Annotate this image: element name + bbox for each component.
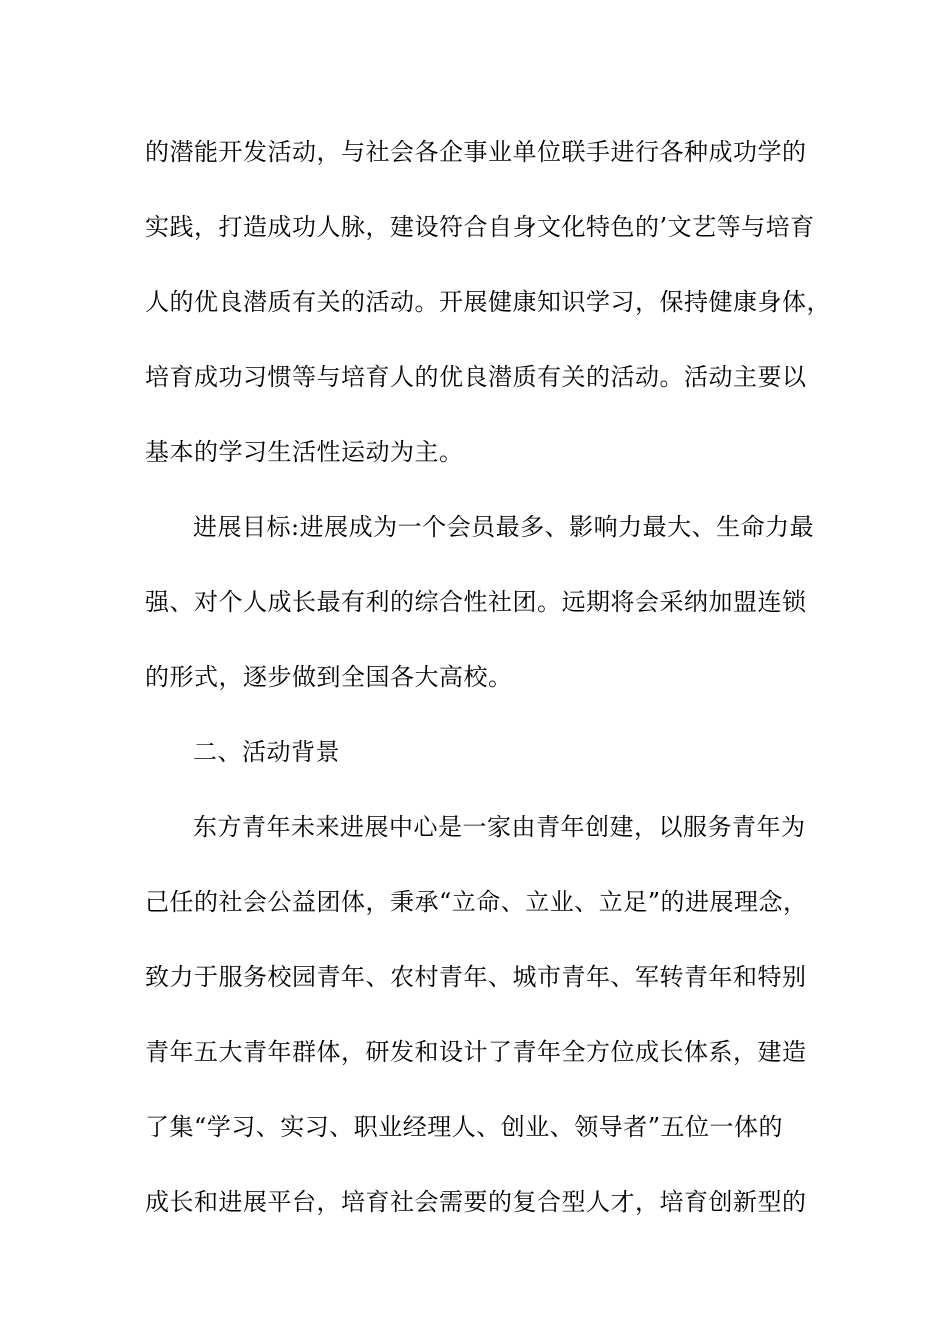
- text-line: 成长和进展平台，培育社会需要的复合型人才，培育创新型的: [145, 1188, 807, 1216]
- document-body: [145, 128, 831, 1253]
- text-line: 己任的社会公益团体，秉承“立命、立业、立足”的进展理念，: [145, 888, 808, 916]
- text-line: 致力于服务校园青年、农村青年、城市青年、军转青年和特别: [145, 963, 807, 991]
- text-line: 了集“学习、实习、职业经理人、创业、领导者”五位一体的: [145, 1113, 784, 1141]
- section-heading: 二、活动背景: [193, 738, 340, 766]
- text-line: 强、对个人成长最有利的综合性社团。远期将会采纳加盟连锁: [145, 588, 807, 616]
- paragraph-start-line: 进展目标:进展成为一个会员最多、影响力最大、生命力最: [193, 513, 815, 541]
- text-line: 基本的学习生活性运动为主。: [145, 438, 464, 466]
- text-line: 人的优良潜质有关的活动。开展健康知识学习，保持健康身体，: [145, 288, 831, 316]
- text-line: 的潜能开发活动，与社会各企事业单位联手进行各种成功学的: [145, 138, 807, 166]
- text-line: 青年五大青年群体，研发和设计了青年全方位成长体系，建造: [145, 1038, 807, 1066]
- text-line: 的形式，逐步做到全国各大高校。: [145, 663, 513, 691]
- text-line: 培育成功习惯等与培育人的优良潜质有关的活动。活动主要以: [145, 363, 807, 391]
- paragraph-start-line: 东方青年未来进展中心是一家由青年创建，以服务青年为: [193, 813, 806, 841]
- text-line: 实践，打造成功人脉，建设符合自身文化特色的’文艺等与培育: [145, 213, 815, 241]
